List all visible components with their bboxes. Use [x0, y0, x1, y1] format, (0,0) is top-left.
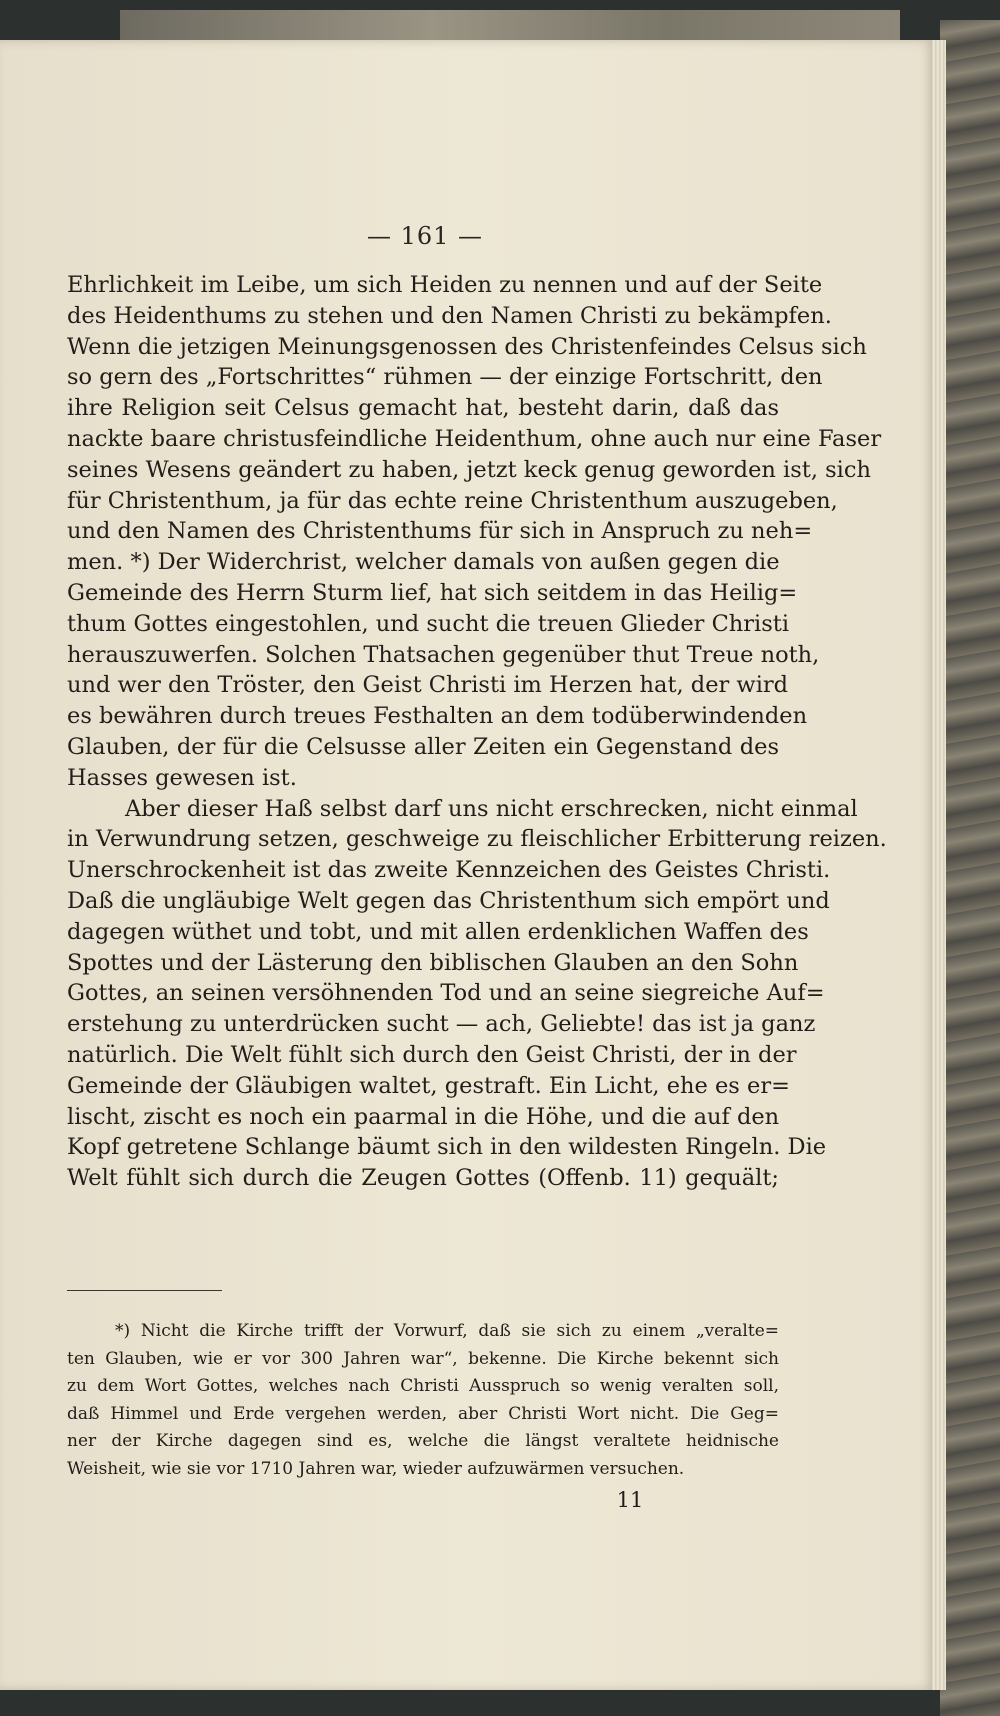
text-line: Gottes, an seinen versöhnenden Tod und an seine siegreiche Auf= — [67, 980, 825, 1007]
text-line: des Heidenthums zu stehen und den Namen Christi zu bekämpfen. — [67, 302, 832, 329]
text-line: Kopf getretene Schlange bäumt sich in den wildesten Ringeln. Die — [67, 1134, 827, 1161]
footnote-line: Weisheit, wie sie vor 1710 Jahren war, wieder aufzuwärmen versuchen. — [67, 1458, 685, 1479]
footnote-rule — [67, 1290, 222, 1291]
text-line: Wenn die jetzigen Meinungsgenossen des Christenfeindes Celsus sich — [67, 333, 867, 360]
text-line: natürlich. Die Welt fühlt sich durch den Geist Christi, der in der — [67, 1041, 797, 1068]
signature-mark: 11 — [616, 1488, 644, 1512]
text-line: seines Wesens geändert zu haben, jetzt keck genug geworden ist, sich — [67, 456, 871, 483]
text-line: ihre Religion seit Celsus gemacht hat, besteht darin, daß das — [67, 395, 779, 422]
text-line: Aber dieser Haß selbst darf uns nicht erschrecken, nicht einmal — [125, 795, 858, 822]
footnote-line: daß Himmel und Erde vergehen werden, aber Christi Wort nicht. Die Geg= — [67, 1403, 779, 1424]
text-line: Hasses gewesen ist. — [67, 764, 297, 791]
text-line: Gemeinde der Gläubigen waltet, gestraft. Ein Licht, ehe es er= — [67, 1072, 790, 1099]
text-line: Gemeinde des Herrn Sturm lief, hat sich seitdem in das Heilig= — [67, 579, 798, 606]
footnote-line: *) Nicht die Kirche trifft der Vorwurf, daß sie sich zu einem „veralte= — [115, 1321, 779, 1341]
book-board — [940, 20, 1000, 1716]
footnote-line: ten Glauben, wie er vor 300 Jahren war“, bekenne. Die Kirche bekennt sich — [67, 1348, 779, 1369]
text-line: so gern des „Fortschrittes“ rühmen — der einzige Fortschritt, den — [67, 364, 823, 391]
body-text — [67, 270, 887, 1194]
text-line: nackte baare christusfeindliche Heidenthum, ohne auch nur eine Faser — [67, 425, 882, 452]
text-line: und den Namen des Christenthums für sich in Anspruch zu neh= — [67, 518, 813, 545]
text-line: dagegen wüthet und tobt, und mit allen erdenklichen Waffen des — [67, 918, 809, 945]
page-edges — [932, 40, 946, 1690]
text-line: Spottes und der Lästerung den biblischen Glauben an den Sohn — [67, 949, 799, 976]
text-line: Unerschrockenheit ist das zweite Kennzeichen des Geistes Christi. — [67, 857, 831, 884]
text-line: herauszuwerfen. Solchen Thatsachen gegenüber thut Treue noth, — [67, 641, 820, 668]
text-line: erstehung zu unterdrücken sucht — ach, Geliebte! das ist ja ganz — [67, 1011, 816, 1038]
text-line: men. *) Der Widerchrist, welcher damals von außen gegen die — [67, 549, 780, 576]
text-line: Welt fühlt sich durch die Zeugen Gottes (Offenb. 11) gequält; — [67, 1165, 779, 1192]
text-line: in Verwundrung setzen, geschweige zu fleischlicher Erbitterung reizen. — [67, 826, 887, 853]
text-line: Daß die ungläubige Welt gegen das Christenthum sich empört und — [67, 887, 830, 914]
footnote — [67, 1318, 779, 1483]
page-number-header: — 161 — — [366, 222, 484, 250]
text-line: für Christenthum, ja für das echte reine Christenthum auszugeben, — [67, 487, 838, 514]
footnote-line: ner der Kirche dagegen sind es, welche die längst veraltete heidnische — [67, 1431, 779, 1451]
footnote-line: zu dem Wort Gottes, welches nach Christi Ausspruch so wenig veralten soll, — [67, 1376, 779, 1396]
text-line: Ehrlichkeit im Leibe, um sich Heiden zu nennen und auf der Seite — [67, 272, 823, 298]
text-line: es bewähren durch treues Festhalten an dem todüberwindenden — [67, 703, 808, 730]
text-line: und wer den Tröster, den Geist Christi im Herzen hat, der wird — [67, 672, 789, 699]
text-line: Glauben, der für die Celsusse aller Zeiten ein Gegenstand des — [67, 733, 779, 760]
text-line: lischt, zischt es noch ein paarmal in die Höhe, und die auf den — [67, 1103, 780, 1130]
text-line: thum Gottes eingestohlen, und sucht die treuen Glieder Christi — [67, 610, 790, 637]
